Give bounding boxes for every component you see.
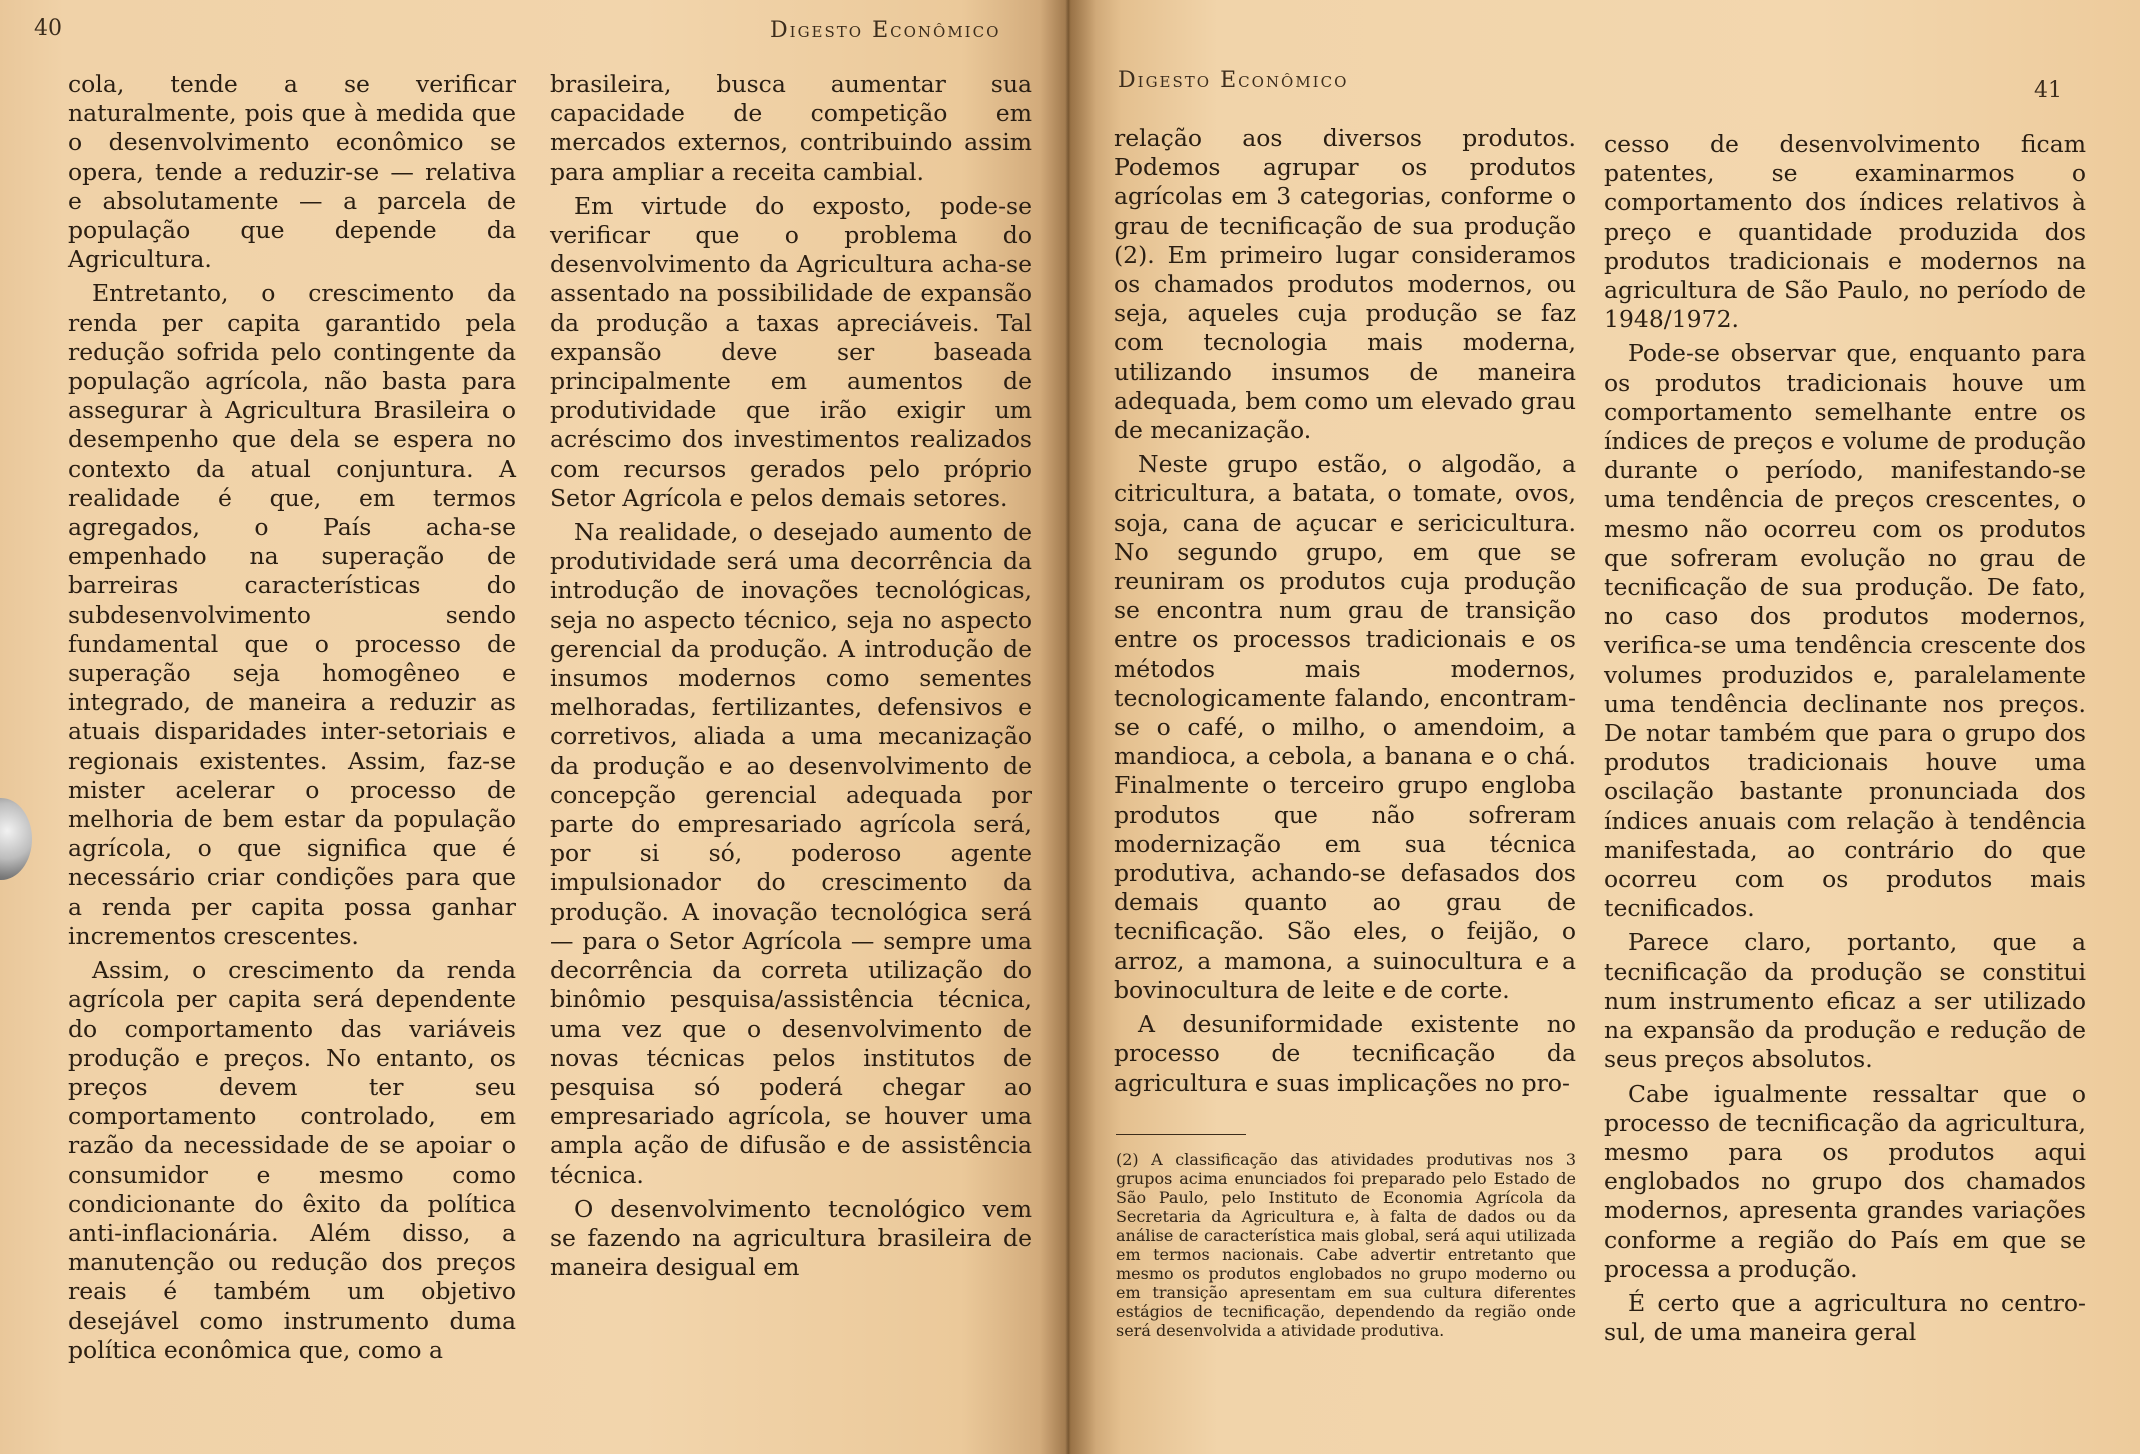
paragraph: O desenvolvimento tecnológico vem se fazendo na agricultura brasileira de maneira desigual em: [550, 1194, 1032, 1282]
left-page: [0, 0, 1068, 1454]
paragraph: Entretanto, o crescimento da renda per capita garantido pela redução sofrida pelo contingente da população agrícola, não basta para assegurar à Agricultura Brasileira o desempenho que dela se espera no contexto da atual conjuntura. A realidade é que, em termos agregados, o País acha-se empenhado na superação de barreiras características do subdesenvolvimento sendo fundamental que o processo de superação seja homogêneo e integrado, de maneira a reduzir as atuais disparidades inter-setoriais e regionais existentes. Assim, faz-se mister acelerar o processo de melhoria de bem estar da população agrícola, o que significa que é necessário criar condições para que a renda per capita possa ganhar incrementos crescentes.: [68, 279, 516, 950]
footnote-rule: [1116, 1134, 1246, 1135]
page-number: 40: [34, 16, 62, 41]
paragraph: A desuniformidade existente no processo de tecnificação da agricultura e suas implicações no pro-: [1114, 1010, 1576, 1097]
book-gutter: [1040, 0, 1096, 1454]
paragraph: cesso de desenvolvimento ficam patentes, se examinarmos o comportamento dos índices relativos à preço e quantidade produzida dos produtos tradicionais e modernos na agricultura de São Paulo, no período de 1948/1972.: [1604, 130, 2086, 334]
footnote: (2) A classificação das atividades produtivas nos 3 grupos acima enunciados foi preparado pelo Estado de São Paulo, pelo Instituto de Economia Agrícola da Secretaria da Agricultura e, à falta de dados ou da análise de característica mais global, será aqui utilizada em termos nacionais. Cabe advertir entretanto que mesmo os produtos englobados no grupo moderno ou em transição apresentam em sua cultura diferentes estágios de tecnificação, dependendo da região onde será desenvolvida a atividade produtiva.: [1116, 1150, 1576, 1340]
paragraph: relação aos diversos produtos. Podemos agrupar os produtos agrícolas em 3 categorias, conforme o grau de tecnificação de sua produção (2). Em primeiro lugar consideramos os chamados produtos modernos, ou seja, aqueles cuja produção se faz com tecnologia mais moderna, utilizando insumos de maneira adequada, bem como um elevado grau de mecanização.: [1114, 124, 1576, 445]
paragraph: Assim, o crescimento da renda agrícola per capita será dependente do comportamento das variáveis produção e preços. No entanto, os preços devem ter seu comportamento controlado, em razão da necessidade de se apoiar o consumidor e mesmo como condicionante do êxito da política anti-inflacionária. Além disso, a manutenção ou redução dos preços reais é também um objetivo desejável como instrumento duma política econômica que, como a: [68, 956, 516, 1364]
text-column: [550, 70, 1032, 1282]
text-column: [1604, 130, 2086, 1347]
text-column: [1114, 124, 1576, 1098]
right-page: [1068, 0, 2140, 1454]
paper-clip: [0, 798, 32, 880]
running-head: Digesto Econômico: [1118, 68, 1349, 93]
paragraph: Parece claro, portanto, que a tecnificação da produção se constitui num instrumento eficaz a ser utilizado na expansão da produção e redução de seus preços absolutos.: [1604, 928, 2086, 1074]
paragraph: É certo que a agricultura no centro-sul, de uma maneira geral: [1604, 1288, 2086, 1347]
paragraph: brasileira, busca aumentar sua capacidade de competição em mercados externos, contribuindo assim para ampliar a receita cambial.: [550, 70, 1032, 186]
paragraph: cola, tende a se verificar naturalmente, pois que à medida que o desenvolvimento econômico se opera, tende a reduzir-se — relativa e absolutamente — a parcela de população que depende da Agricultura.: [68, 70, 516, 274]
paragraph: Cabe igualmente ressaltar que o processo de tecnificação da agricultura, mesmo para os produtos aqui englobados no grupo dos chamados modernos, apresenta grandes variações conforme a região do País em que se processa a produção.: [1604, 1079, 2086, 1283]
page-number: 41: [2034, 78, 2062, 103]
text-column: [68, 70, 516, 1365]
paragraph: Neste grupo estão, o algodão, a citricultura, a batata, o tomate, ovos, soja, cana de açucar e sericicultura. No segundo grupo, em que se reuniram os produtos cuja produção se encontra num grau de transição entre os processos tradicionais e os métodos mais modernos, tecnologicamente falando, encontram-se o café, o milho, o amendoim, a mandioca, a cebola, a banana e o chá. Finalmente o terceiro grupo engloba produtos que não sofreram modernização em sua técnica produtiva, achando-se defasados dos demais quanto ao grau de tecnificação. São eles, o feijão, o arroz, a mamona, a suinocultura e a bovinocultura de leite e de corte.: [1114, 450, 1576, 1004]
paragraph: Pode-se observar que, enquanto para os produtos tradicionais houve um comportamento semelhante entre os índices de preços e volume de produção durante o período, manifestando-se uma tendência de preços crescentes, o mesmo não ocorreu com os produtos que sofreram evolução no grau de tecnificação de sua produção. De fato, no caso dos produtos modernos, verifica-se uma tendência crescente dos volumes produzidos e, paralelamente uma tendência declinante nos preços. De notar também que para o grupo dos produtos tradicionais houve uma oscilação bastante pronunciada dos índices anuais com relação à tendência manifestada, ao contrário do que ocorreu com os produtos mais tecnificados.: [1604, 339, 2086, 923]
paragraph: Em virtude do exposto, pode-se verificar que o problema do desenvolvimento da Agricultura acha-se assentado na possibilidade de expansão da produção a taxas apreciáveis. Tal expansão deve ser baseada principalmente em aumentos de produtividade que irão exigir um acréscimo dos investimentos realizados com recursos gerados pelo próprio Setor Agrícola e pelos demais setores.: [550, 191, 1032, 512]
running-head: Digesto Econômico: [770, 18, 1001, 43]
paragraph: Na realidade, o desejado aumento de produtividade será uma decorrência da introdução de inovações tecnológicas, seja no aspecto técnico, seja no aspecto gerencial da produção. A introdução de insumos modernos como sementes melhoradas, fertilizantes, defensivos e corretivos, aliada a uma mecanização da produção e ao desenvolvimento de concepção gerencial adequada por parte do empresariado agrícola será, por si só, poderoso agente impulsionador do crescimento da produção. A inovação tecnológica será — para o Setor Agrícola — sempre uma decorrência da correta utilização do binômio pesquisa/assistência técnica, uma vez que o desenvolvimento de novas técnicas pelos institutos de pesquisa só poderá chegar ao empresariado agrícola, se houver uma ampla ação de difusão e de assistência técnica.: [550, 518, 1032, 1189]
